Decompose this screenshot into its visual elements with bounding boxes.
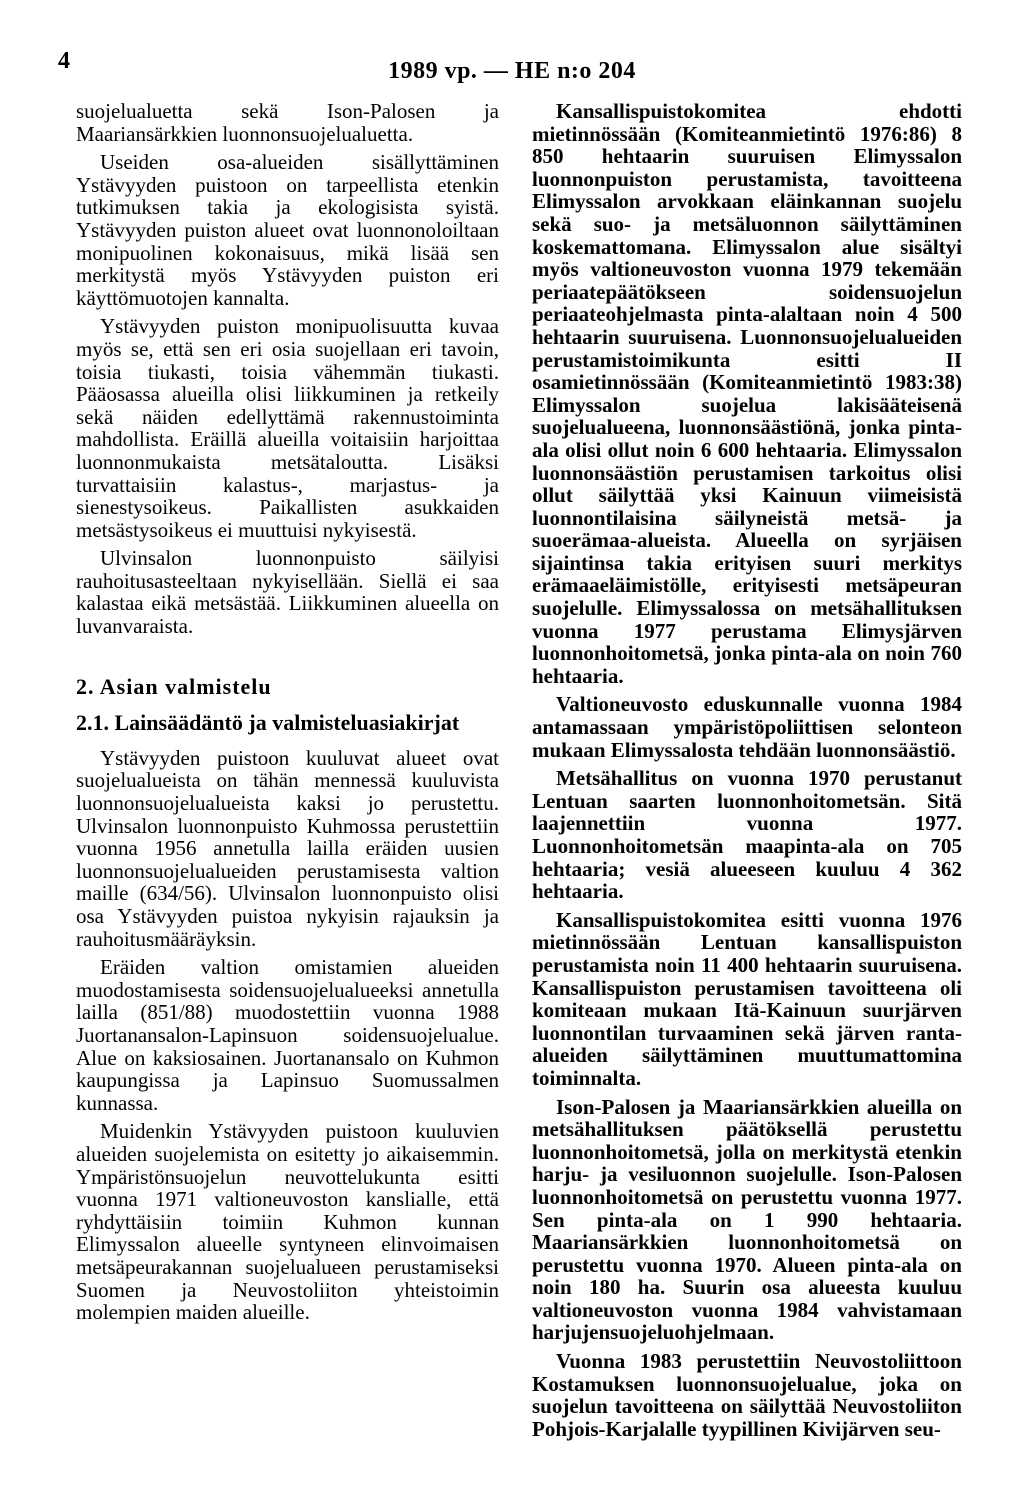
- left-paragraph-7: Muidenkin Ystävyyden puistoon kuuluvien alueiden suojelemista on esitetty jo aikaisemmin. Ympäristönsuojelun neuvottelukunta esitti vuonna 1971 valtioneuvoston kanslialle, että ryhdyttäisiin toimiin Kuhmon kunnan Elimyssalon alueelle syntyneen elinvoimaisen metsäpeurakannan suojelualueen perustamiseksi Suomen ja Neuvostoliiton yhteistoimin molempien maiden alueille.: [76, 1119, 499, 1325]
- left-paragraph-6: Eräiden valtion omistamien alueiden muodostamisesta soidensuojelualueeksi annetulla lailla (851/88) muodostettiin vuonna 1988 Juortanansalon-Lapinsuon soidensuojelualue. Alue on kaksiosainen. Juortanansalo on Kuhmon kaupungissa ja Lapinsuo Suomussalmen kunnassa.: [76, 955, 499, 1115]
- right-paragraph-6: Vuonna 1983 perustettiin Neuvostoliittoon Kostamuksen luonnonsuojelualue, joka on suojelun tavoitteena on säilyttää Neuvostoliiton Pohjois-Karjalalle tyypillinen Kivijärven seu-: [532, 1349, 962, 1441]
- right-paragraph-1: Kansallispuistokomitea ehdotti mietinnössään (Komiteanmietintö 1976:86) 8 850 hehtaarin suuruisen Elimyssalon luonnonpuiston perustamista, tavoitteena Elimyssalon arvokkaan eläinkannan suojelu sekä suo- ja metsäluonnon säilyttäminen koskemattomana. Elimyssalon alue sisältyi myös valtioneuvoston vuonna 1979 tekemään periaatepäätökseen soidensuojelun periaateohjelmasta pinta-alaltaan noin 4 500 hehtaarin suuruisena. Luonnonsuojelualueiden perustamistoimikunta esitti II osamietinnössään (Komiteanmietintö 1983:38) Elimyssalon suojelua lakisääteisenä suojelualueena, luonnonsäästiönä, jonka pinta-ala olisi ollut noin 6 600 hehtaaria. Elimyssalon luonnonsäästiön perustamisen tarkoitus olisi ollut säilyttää yksi Kainuun viimeisistä luonnontilaisina säilyneistä metsä- ja suoerämaa-alueista. Alueella on syrjäisen sijaintinsa takia erityisen suuri merkitys erämaaeläimistölle, erityisesti metsäpeuran suojelulle. Elimyssalossa on metsähallituksen vuonna 1977 perustama Elimysjärven luonnonhoitometsä, jonka pinta-ala on noin 760 hehtaaria.: [532, 99, 962, 688]
- section-heading: 2. Asian valmistelu: [76, 673, 272, 699]
- left-paragraph-1: suojelualuetta sekä Ison-Palosen ja Maariansärkkien luonnonsuojelualuetta.: [76, 99, 499, 146]
- right-paragraph-2: Valtioneuvosto eduskunnalle vuonna 1984 antamassaan ympäristöpoliittisen selonteon mukaan Elimyssalosta tehdään luonnonsäästiö.: [532, 692, 962, 762]
- right-paragraph-4: Kansallispuistokomitea esitti vuonna 1976 mietinnössään Lentuan kansallispuiston perustamista noin 11 400 hehtaarin suuruisena. Kansallispuiston perustamisen tavoitteena oli komiteaan mukaan Itä-Kainuun suurjärven luonnontilan turvaaminen sekä järven ranta-alueiden säilyttäminen muuttumattomina toiminnalta.: [532, 907, 962, 1090]
- right-column: [532, 100, 962, 1446]
- subsection-heading: 2.1. Lainsäädäntö ja valmisteluasiakirjat: [76, 710, 460, 736]
- right-paragraph-5: Ison-Palosen ja Maariansärkkien alueilla on metsähallituksen päätöksellä perustettu luonnonhoitometsä, jolla on merkitystä etenkin harju- ja vesiluonnon suojelulle. Ison-Palosen luonnonhoitometsä on perustettu vuonna 1977. Sen pinta-ala on 1 990 hehtaaria. Maariansärkkien luonnonhoitometsä on perustettu vuonna 1970. Alueen pinta-ala on noin 180 ha. Suurin osa alueesta kuuluu valtioneuvoston vuonna 1984 vahvistamaan harjujensuojeluohjelmaan.: [532, 1094, 962, 1345]
- left-paragraph-5: Ystävyyden puistoon kuuluvat alueet ovat suojelualueista on tähän mennessä kuuluvista luonnonsuojelualueista kaksi jo perustettu. Ulvinsalon luonnonpuisto Kuhmossa perustettiin vuonna 1956 annetulla lailla eräiden uusien luonnonsuojelualueiden perustamisesta valtion maille (634/56). Ulvinsalon luonnonpuisto olisi osa Ystävyyden puistoa nykyisin rajauksin ja rauhoitusmääräyksin.: [76, 745, 499, 951]
- left-paragraph-4: Ulvinsalon luonnonpuisto säilyisi rauhoitusasteeltaan nykyisellään. Siellä ei saa kalastaa eikä metsästää. Liikkuminen alueella on luvanvaraista.: [76, 546, 499, 639]
- page-number: 4: [58, 48, 70, 74]
- left-column: [76, 100, 499, 1330]
- left-paragraph-3: Ystävyyden puiston monipuolisuutta kuvaa myös se, että sen eri osia suojellaan eri tavoin, toisia tiukasti, toisia vähemmän tiukasti. Pääosassa alueilla olisi liikkuminen ja retkeily sekä näiden edellyttämä rakennustoiminta mahdollista. Eräillä alueilla voitaisiin harjoittaa luonnonmukaista metsätaloutta. Lisäksi turvattaisiin kalastus-, marjastus- ja sienestysoikeus. Paikallisten asukkaiden metsästysoikeus ei muuttuisi nykyisestä.: [76, 314, 499, 542]
- left-paragraph-2: Useiden osa-alueiden sisällyttäminen Ystävyyden puistoon on tarpeellista etenkin tutkimuksen takia ja ekologisista syistä. Ystävyyden puiston alueet ovat luonnonoloiltaan monipuolinen kokonaisuus, mikä lisää sen merkitystä myös Ystävyyden puiston eri käyttömuotojen kannalta.: [76, 150, 499, 310]
- right-paragraph-3: Metsähallitus on vuonna 1970 perustanut Lentuan saarten luonnonhoitometsän. Sitä laajennettiin vuonna 1977. Luonnonhoitometsän maapinta-ala on 705 hehtaaria; vesiä alueeseen kuuluu 4 362 hehtaaria.: [532, 766, 962, 904]
- page-header: 1989 vp. — HE n:o 204: [388, 58, 636, 84]
